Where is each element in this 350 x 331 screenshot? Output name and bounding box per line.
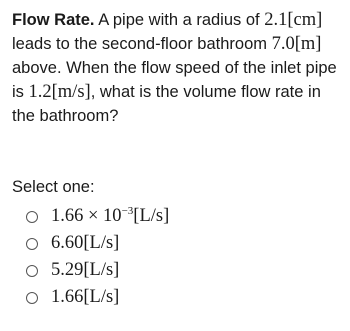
question-title: Flow Rate. bbox=[12, 11, 95, 29]
answer-exponent: −3 bbox=[121, 205, 134, 217]
answer-option-b[interactable] bbox=[14, 230, 334, 257]
radio-button-icon[interactable] bbox=[26, 292, 38, 304]
height-value: 7.0[m] bbox=[271, 34, 322, 54]
answer-option-a[interactable] bbox=[14, 203, 334, 230]
radio-button-icon[interactable] bbox=[26, 238, 38, 250]
radio-button-icon[interactable] bbox=[26, 211, 38, 223]
question-text bbox=[12, 8, 342, 128]
answer-option-label bbox=[51, 206, 169, 227]
question-part-2: leads to the second-floor bathroom bbox=[12, 35, 272, 53]
question-part-3: above. When the flow speed of the inlet pipe is bbox=[12, 59, 337, 101]
answer-options bbox=[14, 203, 334, 311]
answer-unit: [L/s] bbox=[133, 206, 170, 226]
question-part-4: , what is the volume flow rate in the bathroom? bbox=[12, 83, 321, 125]
radius-value: 2.1[cm] bbox=[264, 10, 323, 30]
select-one-label: Select one: bbox=[12, 178, 95, 196]
answer-option-label: 1.66[L/s] bbox=[51, 287, 120, 307]
answer-mantissa: 1.66 × 10 bbox=[51, 206, 122, 226]
answer-option-d[interactable] bbox=[14, 284, 334, 311]
question-part-1: A pipe with a radius of bbox=[94, 11, 265, 29]
speed-value: 1.2[m/s] bbox=[28, 82, 91, 102]
radio-button-icon[interactable] bbox=[26, 265, 38, 277]
answer-option-c[interactable] bbox=[14, 257, 334, 284]
answer-option-label: 6.60[L/s] bbox=[51, 233, 120, 253]
answer-option-label: 5.29[L/s] bbox=[51, 260, 120, 280]
